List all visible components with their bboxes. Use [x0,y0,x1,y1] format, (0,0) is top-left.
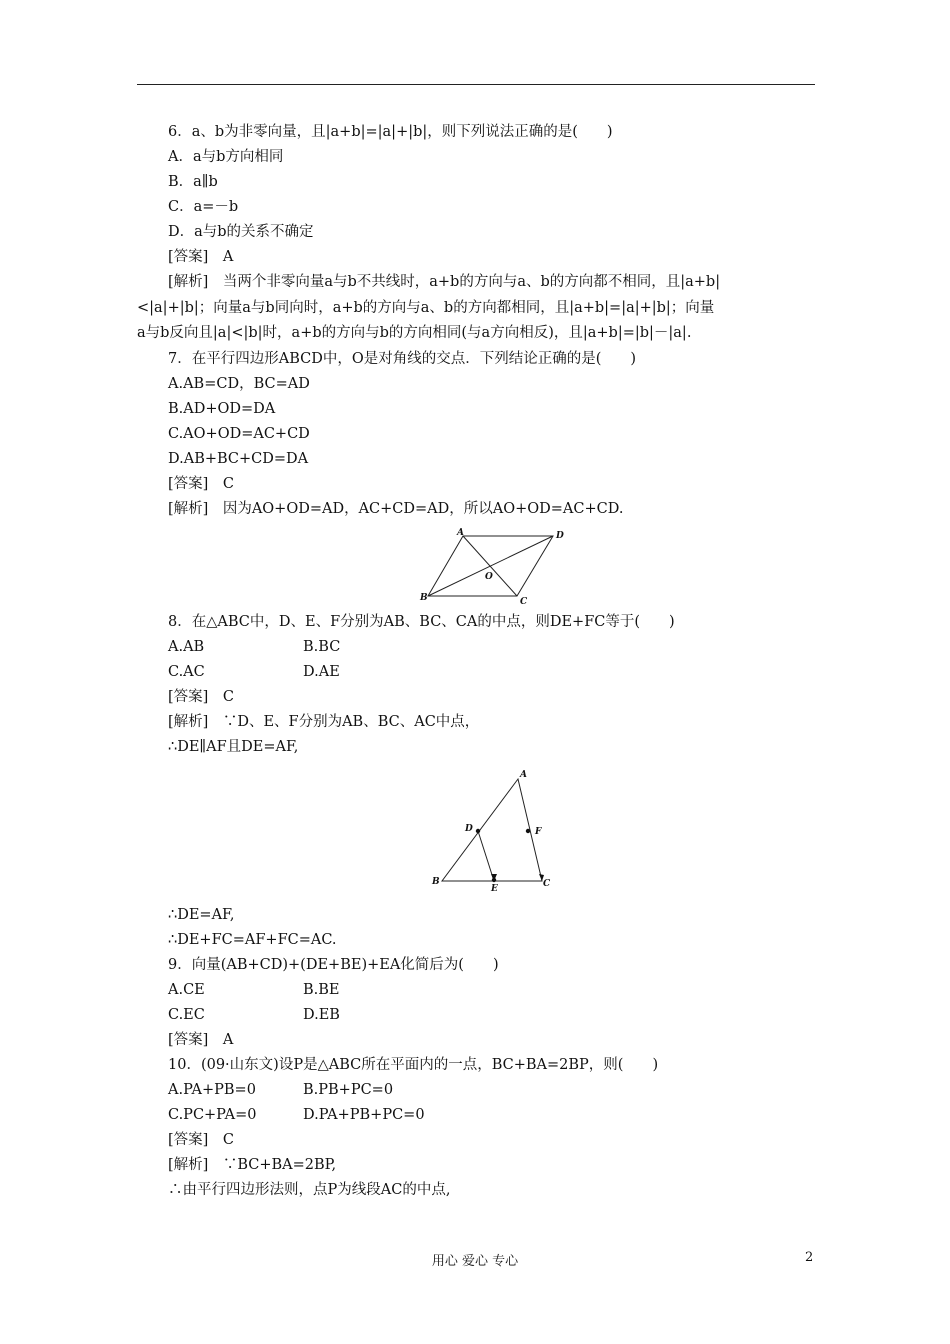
q8-analysis-line-2: ∴DE∥AF且DE=AF, [168,739,299,755]
q8-option-b: B.BC [303,639,341,655]
q8-analysis-line-3: ∴DE=AF, [168,907,235,923]
segment-de [478,831,494,881]
label-e: E [491,884,498,894]
q7-stem: 7．在平行四边形ABCD中，O是对角线的交点．下列结论正确的是( ) [168,351,637,367]
q8-answer: [答案] C [168,689,234,705]
label-a: A [457,528,464,538]
q7-option-d: D.AB+BC+CD=DA [168,451,309,467]
label-a: A [520,770,527,780]
q7-answer: [答案] C [168,476,234,492]
q6-option-d: D．a与b的关系不确定 [168,224,314,240]
q6-analysis-line-3: a与b反向且|a|<|b|时，a+b的方向与b的方向相同(与a方向相反)，且|a+b|=|b|－|a|. [137,325,692,341]
label-c: C [543,879,551,889]
q9-option-a: A.CE [168,982,205,998]
q6-analysis-line-2: <|a|+|b|；向量a与b同向时，a+b的方向与a、b的方向都相同，且|a+b|=|a|+|b|；向量 [137,300,715,316]
label-b: B [420,593,428,603]
point-f [526,829,530,833]
point-d [476,829,480,833]
q10-option-a: A.PA+PB=0 [168,1082,256,1098]
q9-option-d: D.EB [303,1007,340,1023]
q6-stem: 6．a、b为非零向量，且|a+b|=|a|+|b|，则下列说法正确的是( ) [168,124,613,140]
q10-stem: 10．(09·山东文)设P是△ABC所在平面内的一点，BC+BA=2BP，则( ) [168,1057,659,1073]
header-rule [137,84,815,85]
q9-stem: 9．向量(AB+CD)+(DE+BE)+EA化简后为( ) [168,957,499,973]
q10-analysis-line-2: ∴由平行四边形法则，点P为线段AC的中点, [168,1182,451,1198]
q8-option-c: C.AC [168,664,205,680]
q7-analysis: [解析] 因为AO+OD=AD，AC+CD=AD，所以AO+OD=AC+CD. [168,501,624,517]
label-o: O [485,572,493,582]
triangle-figure [425,765,560,895]
label-f: F [535,827,542,837]
q9-option-c: C.EC [168,1007,205,1023]
label-c: C [520,597,528,606]
q6-option-a: A．a与b方向相同 [168,149,284,165]
label-d: D [465,824,473,834]
q10-analysis-line-1: [解析] ∵BC+BA=2BP, [168,1157,337,1173]
q8-option-a: A.AB [168,639,205,655]
q8-analysis-line-1: [解析] ∵D、E、F分别为AB、BC、AC中点， [168,714,480,730]
q10-option-c: C.PC+PA=0 [168,1107,257,1123]
q7-option-c: C.AO+OD=AC+CD [168,426,310,442]
q9-answer: [答案] A [168,1032,234,1048]
q7-option-a: A.AB=CD，BC=AD [168,376,310,392]
q6-option-b: B．a∥b [168,174,218,190]
q10-option-b: B.PB+PC=0 [303,1082,394,1098]
q6-option-c: C．a=－b [168,199,239,215]
q10-option-d: D.PA+PB+PC=0 [303,1107,425,1123]
label-b: B [432,877,440,887]
q8-option-d: D.AE [303,664,340,680]
q6-answer: [答案] A [168,249,234,265]
q9-option-b: B.BE [303,982,340,998]
parallelogram-figure [415,526,575,606]
q8-stem: 8．在△ABC中，D、E、F分别为AB、BC、CA的中点，则DE+FC等于( ) [168,614,675,630]
q8-analysis-line-4: ∴DE+FC=AF+FC=AC. [168,932,337,948]
q10-answer: [答案] C [168,1132,234,1148]
q6-analysis-line-1: [解析] 当两个非零向量a与b不共线时，a+b的方向与a、b的方向都不相同，且|a+b| [168,274,721,290]
footer-motto: 用心 爱心 专心 [431,1254,519,1269]
q7-option-b: B.AD+OD=DA [168,401,276,417]
label-d: D [556,531,564,541]
diagonal-bd [428,536,553,596]
page-number: 2 [805,1250,814,1265]
